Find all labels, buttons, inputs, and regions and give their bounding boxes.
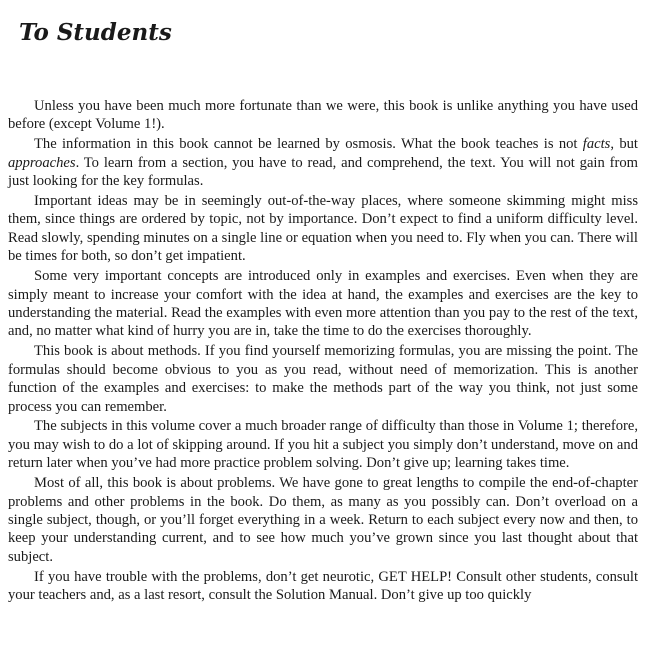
paragraph-text: , but: [610, 136, 638, 153]
paragraph-text: . To learn from a section, you have to read, and comprehend, the text. You will not gain from just looking for the key formulas.: [8, 154, 638, 190]
paragraph: [8, 192, 638, 266]
paragraph-text: If you have trouble with the problems, don’t get neurotic, GET HELP! Consult other students, consult your teachers and, as a last resort, consult the Solution Manual. Don’t give up too quickly: [8, 568, 638, 604]
paragraph-text: The subjects in this volume cover a much broader range of difficulty than those in Volume 1; therefore, you may wish to do a lot of skipping around. If you hit a subject you simply don’t understand, move on and return later when you’ve had more practice problem solving. Don’t give up; learning takes time.: [8, 418, 638, 472]
emphasized-text: facts: [582, 136, 611, 153]
paragraph: [8, 135, 638, 190]
emphasized-text: approaches: [8, 154, 76, 171]
paragraph-text: Some very important concepts are introduced only in examples and exercises. Even when they are simply meant to increase your comfort with the idea at hand, the examples and exercises are the key to understanding the material. Read the examples with even more attention than you pay to the rest of the text, and, no matter what kind of hurry you are in, take the time to do the exercises thoroughly.: [8, 268, 638, 340]
paragraph: [8, 342, 638, 416]
page-title: To Students: [19, 19, 172, 46]
paragraph-text: Most of all, this book is about problems. We have gone to great lengths to compile the end-of-chapter problems and other problems in the book. Do them, as many as you possibly can. Don’t overload on a single subject, though, or you’ll forget everything in a week. Return to each subject every now and then, to keep your understanding current, and to see how much you’ve grown since you last thought about that subject.: [8, 475, 638, 565]
paragraph: [8, 267, 638, 341]
body-text: [8, 97, 638, 604]
paragraph: [8, 474, 638, 566]
paragraph-text: This book is about methods. If you find yourself memorizing formulas, you are missing the point. The formulas should become obvious to you as you read, without need of memorization. This is another function of the examples and exercises: to make the methods part of the way you think, not just some process you can remember.: [8, 343, 638, 415]
paragraph: [8, 97, 638, 134]
paragraph-text: The information in this book cannot be learned by osmosis. What the book teaches is not: [34, 136, 583, 153]
paragraph: [8, 417, 638, 472]
paragraph-text: Important ideas may be in seemingly out-of-the-way places, where someone skimming might miss them, since things are ordered by topic, not by importance. Don’t expect to find a uniform difficulty level. Read slowly, spending minutes on a single line or equation when you need to. Fly when you can. There will be times for both, so don’t get impatient.: [8, 193, 638, 265]
paragraph: [8, 568, 638, 605]
paragraph-text: Unless you have been much more fortunate than we were, this book is unlike anything you have used before (except Volume 1!).: [8, 98, 638, 133]
